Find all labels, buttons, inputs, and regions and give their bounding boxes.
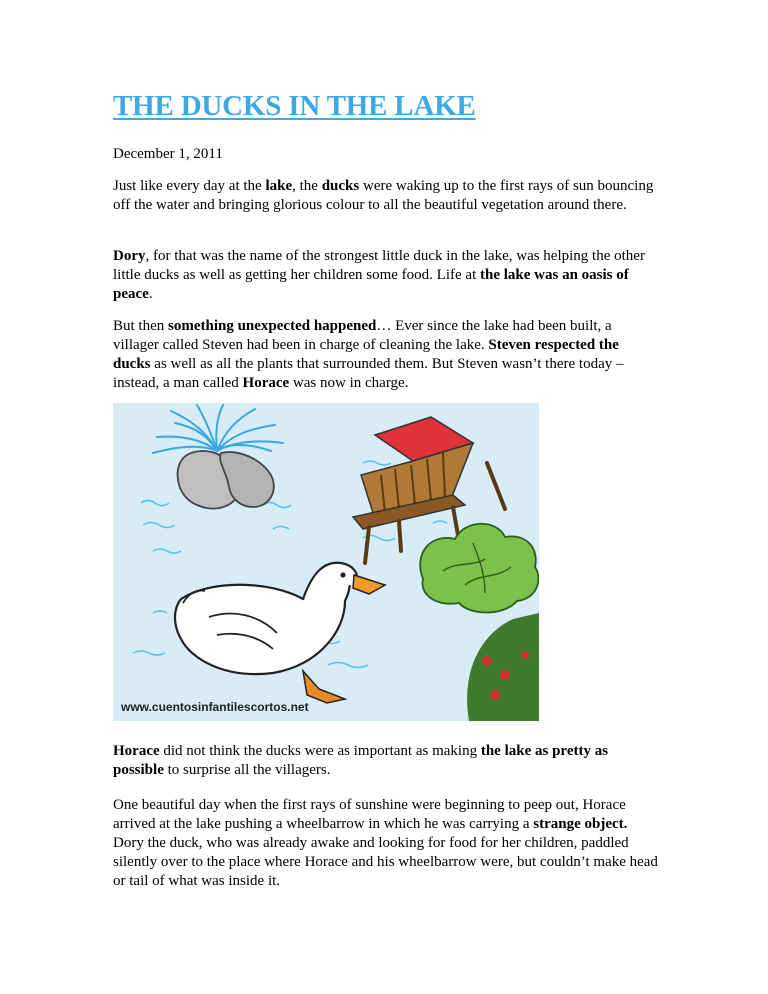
bold-phrase: Steven respected the ducks xyxy=(113,337,619,372)
bold-phrase: the lake as pretty as possible xyxy=(113,743,609,778)
text-run: One beautiful day when the first rays of sunshine were beginning to peep out, Horace arrived at the lake pushing a wheelbarrow in which he was carrying a xyxy=(113,797,626,832)
text-run: , the xyxy=(292,178,322,194)
bold-phrase: the lake was an oasis of peace xyxy=(113,267,629,302)
text-run: Dory the duck, who was already awake and looking for food for her children, paddled silently over to the place where Horace and his wheelbarrow were, but couldn’t make head or tail of what was inside it. xyxy=(113,835,658,889)
text-run: … Ever since the lake had been built, a villager called Steven had been in charge of cleaning the lake. xyxy=(113,318,612,353)
bold-phrase: Horace xyxy=(242,375,290,391)
text-run: were waking up to the first rays of sun bouncing off the water and bringing glorious colour to all the beautiful vegetation around there. xyxy=(113,178,654,213)
text-run: as well as all the plants that surrounded them. But Steven wasn’t there today – instead, a man called xyxy=(113,356,624,391)
bold-phrase: Horace xyxy=(113,743,160,759)
paragraph-4 xyxy=(113,742,658,780)
paragraph-3 xyxy=(113,317,658,393)
bold-phrase: lake xyxy=(265,178,293,194)
paragraph-5 xyxy=(113,796,658,891)
text-run: But then xyxy=(113,318,168,334)
paragraph-1 xyxy=(113,177,658,215)
bold-phrase: strange object. xyxy=(533,816,628,832)
story-date: December 1, 2011 xyxy=(113,146,223,162)
text-run: , for that was the name of the strongest little duck in the lake, was helping the other little ducks as well as getting her children some food. Life at xyxy=(113,248,645,283)
text-run: did not think the ducks were as important as making xyxy=(159,743,481,759)
text-run: Just like every day at the xyxy=(113,178,266,194)
story-title: THE DUCKS IN THE LAKE xyxy=(113,90,476,122)
image-watermark: www.cuentosinfantilescortos.net xyxy=(121,700,309,714)
story-illustration xyxy=(113,403,539,721)
text-run: to surprise all the villagers. xyxy=(163,762,331,778)
paragraph-2 xyxy=(113,247,658,304)
bold-phrase: something unexpected happened xyxy=(168,318,377,334)
bold-phrase: ducks xyxy=(321,178,360,194)
bold-phrase: Dory xyxy=(113,248,146,264)
text-run: was now in charge. xyxy=(289,375,409,391)
text-run: . xyxy=(148,286,153,302)
